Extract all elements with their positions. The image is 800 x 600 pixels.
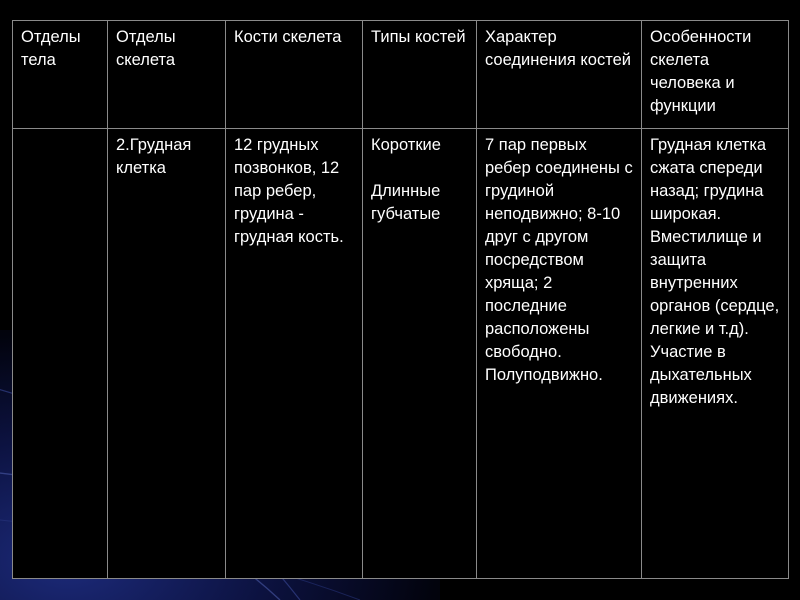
- header-cell-body-parts: Отделы тела: [13, 21, 108, 129]
- header-cell-features: Особенности скелета человека и функции: [642, 21, 789, 129]
- table-row: [13, 129, 789, 579]
- cell-skeleton-bones: 12 грудных позвонков, 12 пар ребер, грудина - грудная кость.: [226, 129, 363, 579]
- table-header-row: [13, 21, 789, 129]
- cell-bone-types: [363, 129, 477, 579]
- cell-joint-character: 7 пар первых ребер соединены с грудиной неподвижно; 8-10 друг с другом посредством хряща; 2 последние расположены свободно. Полуподвижно.: [477, 129, 642, 579]
- header-cell-bone-types: Типы костей: [363, 21, 477, 129]
- cell-body-part: [13, 129, 108, 579]
- cell-skeleton-part: 2.Грудная клетка: [108, 129, 226, 579]
- header-cell-joint-character: Характер соединения костей: [477, 21, 642, 129]
- header-cell-skeleton-parts: Отделы скелета: [108, 21, 226, 129]
- bone-type-short: Короткие: [371, 136, 441, 154]
- skeleton-table: [12, 20, 789, 579]
- spacer: [371, 157, 470, 180]
- cell-features: Грудная клетка сжата спереди назад; грудина широкая. Вместилище и защита внутренних органов (сердце, легкие и т.д). Участие в дыхательных движениях.: [642, 129, 789, 579]
- header-cell-skeleton-bones: Кости скелета: [226, 21, 363, 129]
- bone-type-long-spongy: Длинные губчатые: [371, 182, 441, 223]
